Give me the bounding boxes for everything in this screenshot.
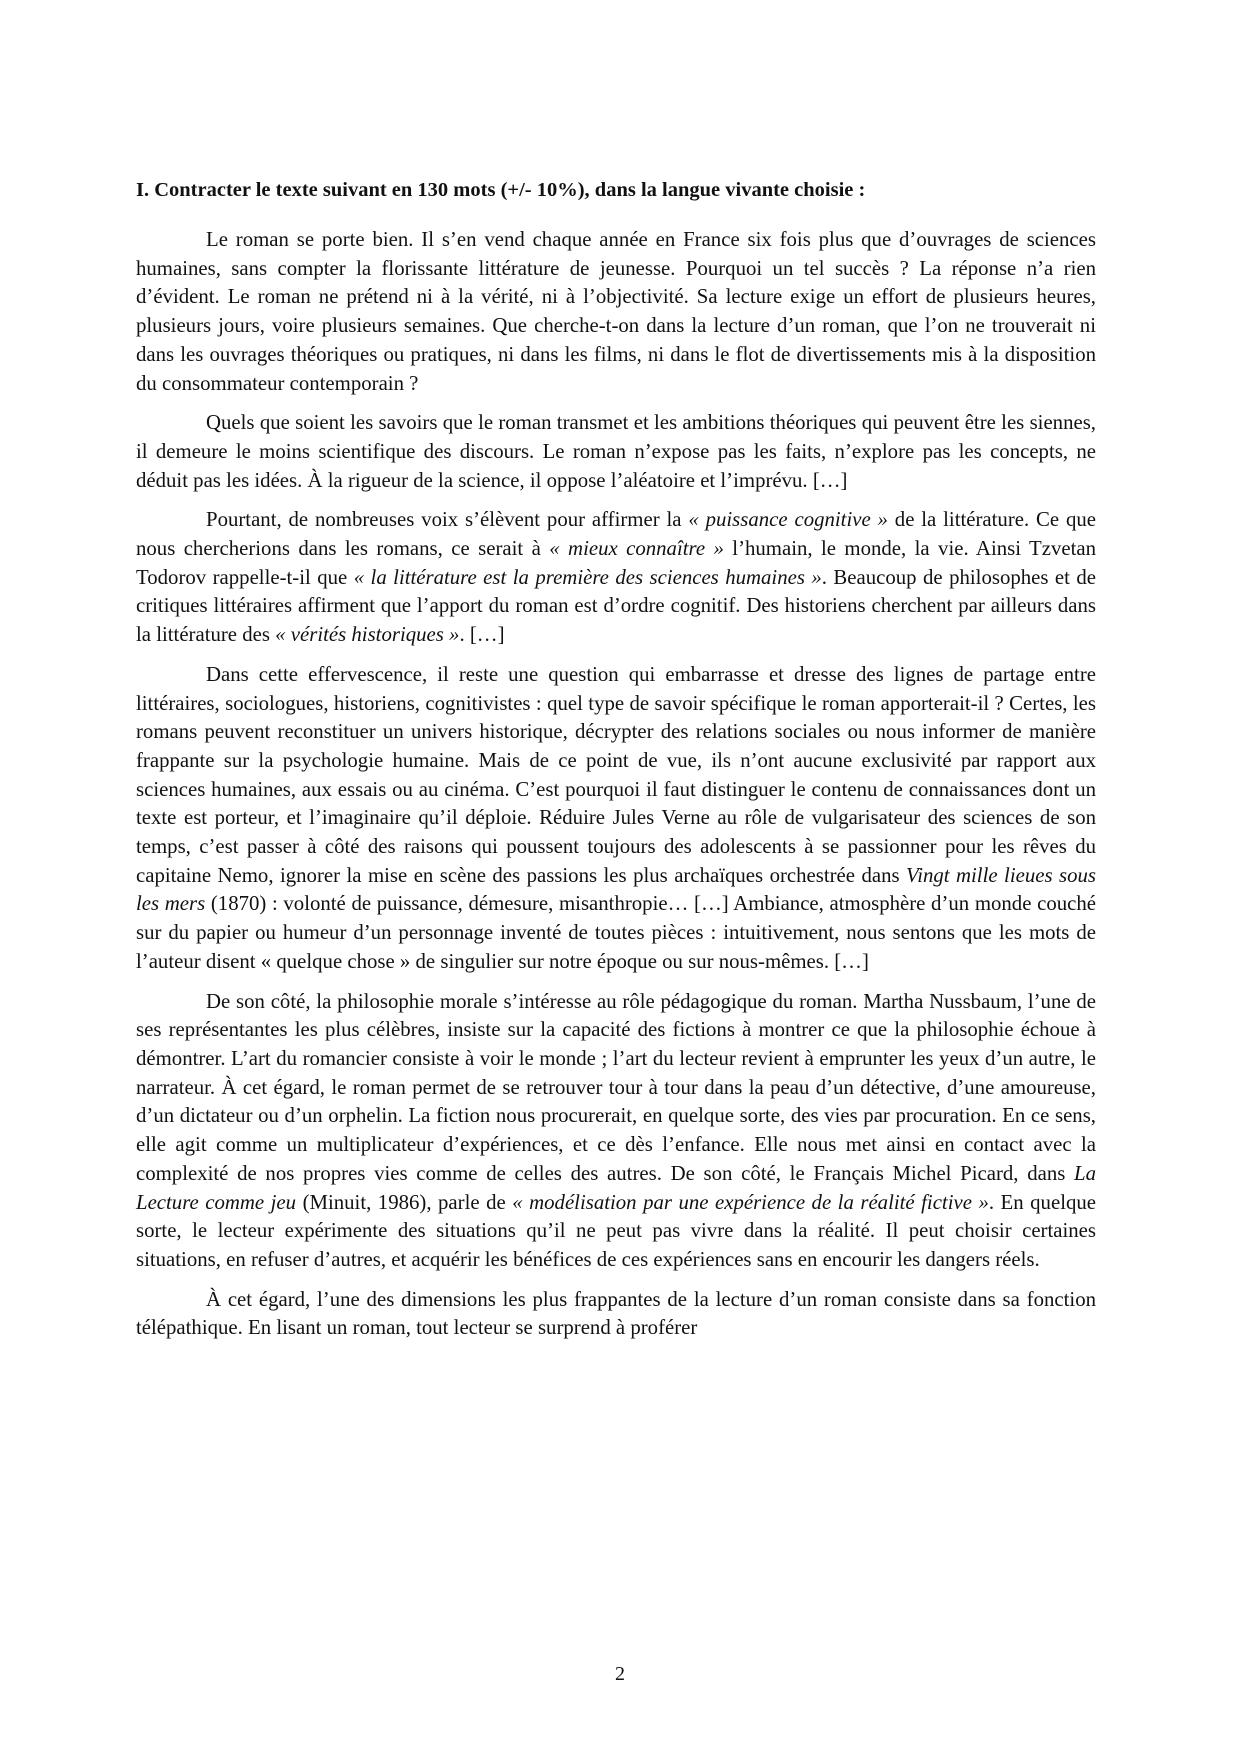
quoted-phrase: « la littérature est la première des sciences humaines » bbox=[353, 565, 822, 589]
paragraph-text: Quels que soient les savoirs que le roman transmet et les ambitions théoriques qui peuvent être les siennes, il demeure le moins scientifique des discours. Le roman n’expose pas les faits, n’explore pas les concepts, ne déduit pas les idées. À la rigueur de la science, il oppose l’aléatoire et l’imprévu. […] bbox=[136, 411, 1096, 492]
paragraph-6 bbox=[136, 1286, 1096, 1343]
paragraph-text: . En quelque sorte, le lecteur expérimente des situations qu’il ne peut pas vivre dans la réalité. Il peut choisir certaines situations, en refuser d’autres, et acquérir les bénéfices de ces expériences sans en encourir les dangers réels. bbox=[136, 1190, 1096, 1271]
paragraph-2 bbox=[136, 409, 1096, 495]
paragraph-text: Pourtant, de nombreuses voix s’élèvent pour affirmer la bbox=[206, 508, 689, 532]
page-number: 2 bbox=[615, 1663, 625, 1685]
paragraph-text: l’humain, le monde, la vie. Ainsi Tzvetan Todorov rappelle-t-il que bbox=[136, 537, 1097, 589]
paragraph-text: À cet égard, l’une des dimensions les plus frappantes de la lecture d’un roman consiste dans sa fonction télépathique. En lisant un roman, tout lecteur se surprend à proférer bbox=[136, 1287, 1096, 1340]
paragraph-5 bbox=[136, 988, 1096, 1275]
quoted-phrase: « mieux connaître » bbox=[549, 537, 724, 561]
quoted-phrase: « modélisation par une expérience de la réalité fictive » bbox=[512, 1190, 989, 1214]
paragraph-text: Le roman se porte bien. Il s’en vend chaque année en France six fois plus que d’ouvrages de sciences humaines, sans compter la florissante littérature de jeunesse. Pourquoi un tel succès ? La réponse n’a rien d’évident. Le roman ne prétend ni à la vérité, ni à l’objectivité. Sa lecture exige un effort de plusieurs heures, plusieurs jours, voire plusieurs semaines. Que cherche-t-on dans la lecture d’un roman, que l’on ne trouverait ni dans les ouvrages théoriques ou pratiques, ni dans les films, ni dans le flot de divertissements mis à la disposition du consommateur contemporain ? bbox=[136, 228, 1096, 395]
paragraph-text: de la littérature. Ce que nous chercherions dans les romans, ce serait à bbox=[136, 508, 1096, 561]
paragraph-text: Dans cette effervescence, il reste une question qui embarrasse et dresse des lignes de partage entre littéraires, sociologues, historiens, cognitivistes : quel type de savoir spécifique le roman apporterait-il ? Certes, les romans peuvent reconstituer un univers historique, décrypter des relations sociales ou nous informer de manière frappante sur la psychologie humaine. Mais de ce point de vue, ils n’ont aucune exclusivité par rapport aux sciences humaines, aux essais ou au cinéma. C’est pourquoi il faut distinguer le contenu de connaissances dont un texte est porteur, et l’imaginaire qu’il déploie. Réduire Jules Verne au rôle de vulgarisateur des sciences de son temps, c’est passer à côté des raisons qui poussent toujours des adolescents à se passionner pour les rêves du capitaine Nemo, ignorer la mise en scène des passions les plus archaïques orchestrée dans bbox=[136, 662, 1096, 887]
document-page bbox=[136, 176, 1096, 1354]
exercise-heading: I. Contracter le texte suivant en 130 mots (+/- 10%), dans la langue vivante choisie : bbox=[136, 179, 866, 201]
book-title: La Lecture comme jeu bbox=[136, 1161, 1096, 1214]
paragraph-text: . […] bbox=[459, 623, 505, 647]
paragraph-3 bbox=[136, 506, 1096, 650]
paragraph-1 bbox=[136, 226, 1096, 398]
paragraph-text: (1870) : volonté de puissance, démesure, misanthropie… […] Ambiance, atmosphère d’un monde couché sur du papier ou humeur d’un personnage inventé de toutes pièces : intuitivement, nous sentons que les mots de l’auteur disent « quelque chose » de singulier sur notre époque ou sur nous-mêmes. […] bbox=[136, 892, 1096, 973]
paragraph-text: . Beaucoup de philosophes et de critiques littéraires affirment que l’apport du roman est d’ordre cognitif. Des historiens cherchent par ailleurs dans la littérature des bbox=[136, 565, 1096, 647]
paragraph-text: De son côté, la philosophie morale s’intéresse au rôle pédagogique du roman. Martha Nussbaum, l’une de ses représentantes les plus célèbres, insiste sur la capacité des fictions à montrer ce que la philosophie échoue à démontrer. L’art du romancier consiste à voir le monde ; l’art du lecteur revient à emprunter les yeux d’un autre, le narrateur. À cet égard, le roman permet de se retrouver tour à tour dans la peau d’un détective, d’une amoureuse, d’un dictateur ou d’un orphelin. La fiction nous procurerait, en quelque sorte, des vies par procuration. En ce sens, elle agit comme un multiplicateur d’expériences, et ce dès l’enfance. Elle nous met ainsi en contact avec la complexité de nos propres vies comme de celles des autres. De son côté, le Français Michel Picard, dans bbox=[136, 989, 1096, 1185]
quoted-phrase: « vérités historiques » bbox=[275, 623, 460, 647]
book-title: Vingt mille lieues sous les mers bbox=[136, 863, 1096, 916]
paragraph-text: (Minuit, 1986), parle de bbox=[296, 1190, 513, 1214]
paragraph-4 bbox=[136, 661, 1096, 977]
quoted-phrase: « puissance cognitive » bbox=[688, 508, 888, 532]
